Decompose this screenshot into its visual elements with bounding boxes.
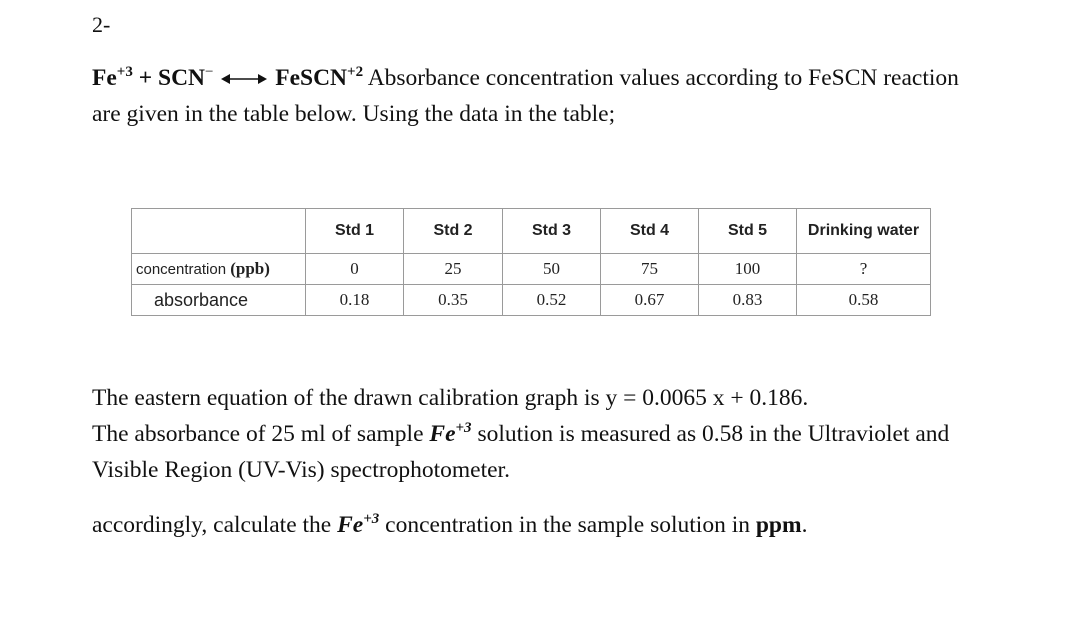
product-fescn: FeSCN$^{+2}$: [275, 64, 364, 91]
question-text-pre: accordingly, calculate the: [92, 512, 332, 538]
table-header-row: [132, 209, 931, 254]
table-cell: 0: [306, 254, 404, 285]
question-paragraph: [92, 507, 962, 543]
table-cell: 75: [601, 254, 699, 285]
table-cell: 0.67: [601, 285, 699, 316]
equilibrium-arrow-icon: [221, 72, 267, 86]
table-header-cell: Std 5: [699, 209, 797, 254]
table-header-cell: Std 2: [404, 209, 503, 254]
question-number: 2-: [92, 12, 111, 37]
table-cell: 100: [699, 254, 797, 285]
calibration-table: [131, 208, 931, 316]
table-row: [132, 254, 931, 285]
calibration-equation-text: The eastern equation of the drawn calibration graph is y = 0.0065 x + 0.186.: [92, 385, 809, 411]
sample-text-pre: The absorbance of 25 ml of sample: [92, 421, 424, 447]
absorbance-label: absorbance: [132, 285, 306, 316]
table-cell: 0.58: [797, 285, 931, 316]
table-cell: 50: [503, 254, 601, 285]
table-cell: 0.83: [699, 285, 797, 316]
reactant-fe: $Fe^{+3}$: [92, 64, 133, 91]
table-cell: 0.35: [404, 285, 503, 316]
table-cell: 0.52: [503, 285, 601, 316]
table-header-cell: Std 3: [503, 209, 601, 254]
reactant-scn: + SCN−: [138, 64, 214, 91]
table-cell: 0.18: [306, 285, 404, 316]
table-cell: ?: [797, 254, 931, 285]
intro-text: Absorbance concentration values according to FeSCN reaction are given in the table below. Using the data in the table;: [92, 65, 959, 127]
concentration-label: concentration (ppb): [132, 254, 306, 285]
table-header-cell: Std 1: [306, 209, 404, 254]
intro-paragraph: [92, 60, 992, 132]
question-text-post: concentration in the sample solution in: [385, 512, 750, 538]
period: .: [801, 512, 808, 538]
table-row: [132, 285, 931, 316]
calibration-paragraph: [92, 380, 962, 488]
fe-ion: $Fe^{+3}$: [429, 420, 472, 447]
table-header-cell: Std 4: [601, 209, 699, 254]
unit-ppm: ppm: [755, 512, 802, 538]
fe-ion: $Fe^{+3}$: [337, 511, 380, 538]
table-cell: 25: [404, 254, 503, 285]
sample-text-post: solution is measured as 0.58 in the Ultraviolet and Visible Region (UV-Vis) spectrophotometer.: [92, 421, 950, 483]
table-header-cell: Drinking water: [797, 209, 931, 254]
table-corner-cell: [132, 209, 306, 254]
